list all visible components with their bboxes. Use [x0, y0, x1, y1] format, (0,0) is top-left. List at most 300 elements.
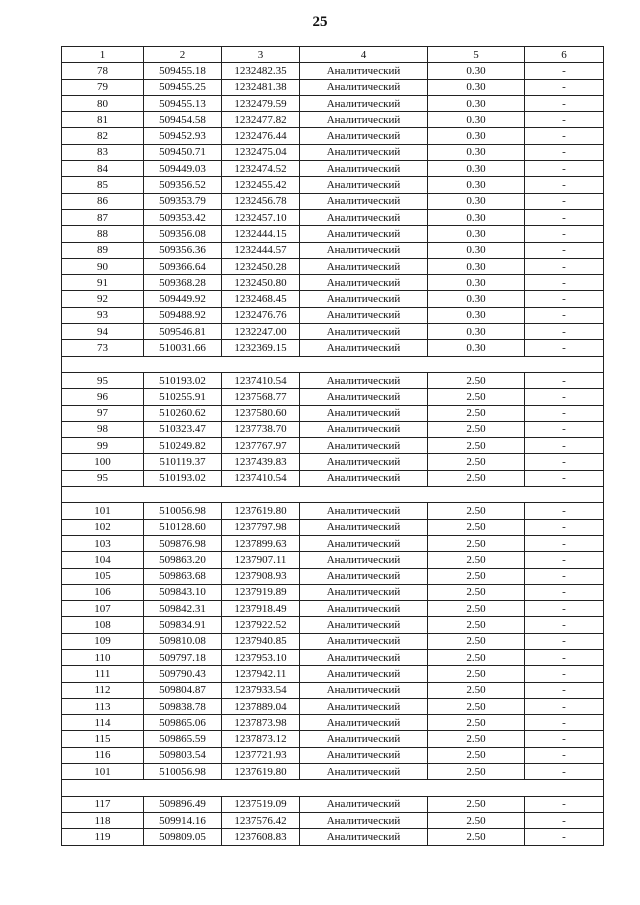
point-number-cell: 78: [62, 63, 144, 79]
table-row: [62, 796, 604, 812]
accuracy-cell: 0.30: [428, 161, 525, 177]
x-coordinate-cell: 509810.08: [144, 633, 222, 649]
x-coordinate-cell: 509790.43: [144, 666, 222, 682]
point-number-cell: 101: [62, 503, 144, 519]
note-cell: -: [525, 421, 604, 437]
note-cell: -: [525, 503, 604, 519]
x-coordinate-cell: 509838.78: [144, 698, 222, 714]
note-cell: -: [525, 747, 604, 763]
note-cell: -: [525, 470, 604, 486]
accuracy-cell: 2.50: [428, 829, 525, 845]
x-coordinate-cell: 509449.03: [144, 161, 222, 177]
method-cell: Аналитический: [300, 242, 428, 258]
accuracy-cell: 2.50: [428, 698, 525, 714]
method-cell: Аналитический: [300, 275, 428, 291]
accuracy-cell: 2.50: [428, 568, 525, 584]
note-cell: -: [525, 584, 604, 600]
accuracy-cell: 2.50: [428, 389, 525, 405]
point-number-cell: 113: [62, 698, 144, 714]
method-cell: Аналитический: [300, 535, 428, 551]
y-coordinate-cell: 1237797.98: [222, 519, 300, 535]
method-cell: Аналитический: [300, 747, 428, 763]
point-number-cell: 83: [62, 144, 144, 160]
accuracy-cell: 0.30: [428, 209, 525, 225]
accuracy-cell: 2.50: [428, 796, 525, 812]
table-row: [62, 144, 604, 160]
note-cell: -: [525, 438, 604, 454]
y-coordinate-cell: 1237410.54: [222, 470, 300, 486]
y-coordinate-cell: 1232481.38: [222, 79, 300, 95]
x-coordinate-cell: 509914.16: [144, 812, 222, 828]
table-row: [62, 731, 604, 747]
method-cell: Аналитический: [300, 79, 428, 95]
point-number-cell: 102: [62, 519, 144, 535]
method-cell: Аналитический: [300, 764, 428, 780]
point-number-cell: 112: [62, 682, 144, 698]
point-number-cell: 87: [62, 209, 144, 225]
table-row: [62, 307, 604, 323]
y-coordinate-cell: 1232247.00: [222, 324, 300, 340]
method-cell: Аналитический: [300, 258, 428, 274]
accuracy-cell: 2.50: [428, 421, 525, 437]
y-coordinate-cell: 1232474.52: [222, 161, 300, 177]
accuracy-cell: 0.30: [428, 291, 525, 307]
method-cell: Аналитический: [300, 291, 428, 307]
table-row: [62, 601, 604, 617]
x-coordinate-cell: 510323.47: [144, 421, 222, 437]
point-number-cell: 110: [62, 649, 144, 665]
method-cell: Аналитический: [300, 389, 428, 405]
note-cell: -: [525, 112, 604, 128]
point-number-cell: 88: [62, 226, 144, 242]
method-cell: Аналитический: [300, 731, 428, 747]
table-row: [62, 682, 604, 698]
coordinates-table: [61, 46, 604, 846]
point-number-cell: 100: [62, 454, 144, 470]
y-coordinate-cell: 1232444.15: [222, 226, 300, 242]
x-coordinate-cell: 509842.31: [144, 601, 222, 617]
note-cell: -: [525, 682, 604, 698]
x-coordinate-cell: 510056.98: [144, 503, 222, 519]
table-row: [62, 519, 604, 535]
y-coordinate-cell: 1232476.44: [222, 128, 300, 144]
point-number-cell: 115: [62, 731, 144, 747]
point-number-cell: 99: [62, 438, 144, 454]
note-cell: -: [525, 372, 604, 388]
point-number-cell: 91: [62, 275, 144, 291]
x-coordinate-cell: 509546.81: [144, 324, 222, 340]
y-coordinate-cell: 1237873.12: [222, 731, 300, 747]
method-cell: Аналитический: [300, 161, 428, 177]
point-number-cell: 106: [62, 584, 144, 600]
point-number-cell: 73: [62, 340, 144, 356]
y-coordinate-cell: 1237580.60: [222, 405, 300, 421]
note-cell: -: [525, 193, 604, 209]
x-coordinate-cell: 510260.62: [144, 405, 222, 421]
accuracy-cell: 2.50: [428, 633, 525, 649]
method-cell: Аналитический: [300, 438, 428, 454]
note-cell: -: [525, 535, 604, 551]
method-cell: Аналитический: [300, 177, 428, 193]
x-coordinate-cell: 509356.36: [144, 242, 222, 258]
table-row: [62, 128, 604, 144]
y-coordinate-cell: 1237619.80: [222, 503, 300, 519]
y-coordinate-cell: 1232468.45: [222, 291, 300, 307]
x-coordinate-cell: 510031.66: [144, 340, 222, 356]
note-cell: -: [525, 568, 604, 584]
method-cell: Аналитический: [300, 372, 428, 388]
table-row: [62, 568, 604, 584]
note-cell: -: [525, 340, 604, 356]
point-number-cell: 95: [62, 372, 144, 388]
method-cell: Аналитический: [300, 128, 428, 144]
x-coordinate-cell: 509455.25: [144, 79, 222, 95]
method-cell: Аналитический: [300, 63, 428, 79]
y-coordinate-cell: 1237738.70: [222, 421, 300, 437]
method-cell: Аналитический: [300, 421, 428, 437]
y-coordinate-cell: 1232482.35: [222, 63, 300, 79]
table-row: [62, 95, 604, 111]
accuracy-cell: 2.50: [428, 535, 525, 551]
accuracy-cell: 2.50: [428, 812, 525, 828]
accuracy-cell: 2.50: [428, 747, 525, 763]
method-cell: Аналитический: [300, 601, 428, 617]
column-header-3: 3: [222, 47, 300, 63]
table-row: [62, 389, 604, 405]
accuracy-cell: 0.30: [428, 226, 525, 242]
y-coordinate-cell: 1232450.80: [222, 275, 300, 291]
accuracy-cell: 2.50: [428, 682, 525, 698]
method-cell: Аналитический: [300, 95, 428, 111]
note-cell: -: [525, 242, 604, 258]
table-row: [62, 405, 604, 421]
point-number-cell: 79: [62, 79, 144, 95]
x-coordinate-cell: 509353.79: [144, 193, 222, 209]
table-row: [62, 747, 604, 763]
accuracy-cell: 2.50: [428, 454, 525, 470]
point-number-cell: 114: [62, 715, 144, 731]
point-number-cell: 118: [62, 812, 144, 828]
note-cell: -: [525, 731, 604, 747]
method-cell: Аналитический: [300, 519, 428, 535]
table-row: [62, 242, 604, 258]
x-coordinate-cell: 509353.42: [144, 209, 222, 225]
note-cell: -: [525, 258, 604, 274]
point-number-cell: 109: [62, 633, 144, 649]
x-coordinate-cell: 509876.98: [144, 535, 222, 551]
method-cell: Аналитический: [300, 666, 428, 682]
note-cell: -: [525, 128, 604, 144]
x-coordinate-cell: 509863.68: [144, 568, 222, 584]
table-row: [62, 503, 604, 519]
y-coordinate-cell: 1237439.83: [222, 454, 300, 470]
y-coordinate-cell: 1237933.54: [222, 682, 300, 698]
accuracy-cell: 2.50: [428, 617, 525, 633]
accuracy-cell: 2.50: [428, 405, 525, 421]
note-cell: -: [525, 796, 604, 812]
x-coordinate-cell: 509834.91: [144, 617, 222, 633]
y-coordinate-cell: 1237907.11: [222, 552, 300, 568]
method-cell: Аналитический: [300, 307, 428, 323]
note-cell: -: [525, 63, 604, 79]
accuracy-cell: 2.50: [428, 666, 525, 682]
accuracy-cell: 2.50: [428, 552, 525, 568]
note-cell: -: [525, 226, 604, 242]
accuracy-cell: 0.30: [428, 128, 525, 144]
note-cell: -: [525, 307, 604, 323]
y-coordinate-cell: 1237889.04: [222, 698, 300, 714]
point-number-cell: 105: [62, 568, 144, 584]
point-number-cell: 92: [62, 291, 144, 307]
x-coordinate-cell: 509488.92: [144, 307, 222, 323]
table-row: [62, 193, 604, 209]
y-coordinate-cell: 1237410.54: [222, 372, 300, 388]
point-number-cell: 89: [62, 242, 144, 258]
note-cell: -: [525, 209, 604, 225]
note-cell: -: [525, 389, 604, 405]
table-row: [62, 715, 604, 731]
point-number-cell: 90: [62, 258, 144, 274]
accuracy-cell: 0.30: [428, 324, 525, 340]
table-row: [62, 454, 604, 470]
table-row: [62, 340, 604, 356]
method-cell: Аналитический: [300, 340, 428, 356]
x-coordinate-cell: 509863.20: [144, 552, 222, 568]
column-header-6: 6: [525, 47, 604, 63]
table-row: [62, 209, 604, 225]
point-number-cell: 103: [62, 535, 144, 551]
column-header-5: 5: [428, 47, 525, 63]
point-number-cell: 98: [62, 421, 144, 437]
accuracy-cell: 0.30: [428, 242, 525, 258]
y-coordinate-cell: 1237899.63: [222, 535, 300, 551]
separator-cell: [62, 487, 604, 503]
page-number: 25: [312, 14, 328, 30]
method-cell: Аналитический: [300, 584, 428, 600]
method-cell: Аналитический: [300, 226, 428, 242]
method-cell: Аналитический: [300, 715, 428, 731]
x-coordinate-cell: 510056.98: [144, 764, 222, 780]
x-coordinate-cell: 509452.93: [144, 128, 222, 144]
point-number-cell: 94: [62, 324, 144, 340]
method-cell: Аналитический: [300, 144, 428, 160]
point-number-cell: 86: [62, 193, 144, 209]
y-coordinate-cell: 1232450.28: [222, 258, 300, 274]
x-coordinate-cell: 509843.10: [144, 584, 222, 600]
y-coordinate-cell: 1237568.77: [222, 389, 300, 405]
y-coordinate-cell: 1237908.93: [222, 568, 300, 584]
y-coordinate-cell: 1237922.52: [222, 617, 300, 633]
point-number-cell: 85: [62, 177, 144, 193]
x-coordinate-cell: 509809.05: [144, 829, 222, 845]
note-cell: -: [525, 829, 604, 845]
point-number-cell: 97: [62, 405, 144, 421]
note-cell: -: [525, 405, 604, 421]
x-coordinate-cell: 509450.71: [144, 144, 222, 160]
note-cell: -: [525, 324, 604, 340]
x-coordinate-cell: 509803.54: [144, 747, 222, 763]
table-row: [62, 438, 604, 454]
x-coordinate-cell: 509356.52: [144, 177, 222, 193]
table-row: [62, 258, 604, 274]
point-number-cell: 95: [62, 470, 144, 486]
table-row: [62, 291, 604, 307]
y-coordinate-cell: 1232369.15: [222, 340, 300, 356]
table-row: [62, 535, 604, 551]
method-cell: Аналитический: [300, 812, 428, 828]
y-coordinate-cell: 1232444.57: [222, 242, 300, 258]
table-row: [62, 112, 604, 128]
method-cell: Аналитический: [300, 470, 428, 486]
method-cell: Аналитический: [300, 829, 428, 845]
note-cell: -: [525, 79, 604, 95]
x-coordinate-cell: 510128.60: [144, 519, 222, 535]
note-cell: -: [525, 617, 604, 633]
accuracy-cell: 0.30: [428, 193, 525, 209]
table-row: [62, 226, 604, 242]
method-cell: Аналитический: [300, 617, 428, 633]
accuracy-cell: 0.30: [428, 112, 525, 128]
y-coordinate-cell: 1237919.89: [222, 584, 300, 600]
column-header-4: 4: [300, 47, 428, 63]
x-coordinate-cell: 510255.91: [144, 389, 222, 405]
note-cell: -: [525, 812, 604, 828]
point-number-cell: 119: [62, 829, 144, 845]
accuracy-cell: 2.50: [428, 731, 525, 747]
accuracy-cell: 2.50: [428, 372, 525, 388]
table-row: [62, 63, 604, 79]
accuracy-cell: 0.30: [428, 63, 525, 79]
method-cell: Аналитический: [300, 649, 428, 665]
accuracy-cell: 0.30: [428, 275, 525, 291]
method-cell: Аналитический: [300, 796, 428, 812]
y-coordinate-cell: 1237519.09: [222, 796, 300, 812]
note-cell: -: [525, 552, 604, 568]
x-coordinate-cell: 509865.06: [144, 715, 222, 731]
accuracy-cell: 2.50: [428, 584, 525, 600]
point-number-cell: 107: [62, 601, 144, 617]
table-row: [62, 372, 604, 388]
y-coordinate-cell: 1232457.10: [222, 209, 300, 225]
x-coordinate-cell: 510193.02: [144, 470, 222, 486]
accuracy-cell: 2.50: [428, 601, 525, 617]
accuracy-cell: 0.30: [428, 144, 525, 160]
separator-row: [62, 780, 604, 796]
separator-row: [62, 356, 604, 372]
accuracy-cell: 2.50: [428, 715, 525, 731]
note-cell: -: [525, 291, 604, 307]
method-cell: Аналитический: [300, 633, 428, 649]
table-row: [62, 421, 604, 437]
accuracy-cell: 0.30: [428, 177, 525, 193]
accuracy-cell: 0.30: [428, 307, 525, 323]
accuracy-cell: 2.50: [428, 764, 525, 780]
y-coordinate-cell: 1232455.42: [222, 177, 300, 193]
method-cell: Аналитический: [300, 682, 428, 698]
y-coordinate-cell: 1232475.04: [222, 144, 300, 160]
table-header-row: [62, 47, 604, 63]
x-coordinate-cell: 509797.18: [144, 649, 222, 665]
table-row: [62, 698, 604, 714]
note-cell: -: [525, 454, 604, 470]
table-row: [62, 324, 604, 340]
table-row: [62, 275, 604, 291]
x-coordinate-cell: 509804.87: [144, 682, 222, 698]
table-row: [62, 666, 604, 682]
table-row: [62, 79, 604, 95]
table-row: [62, 161, 604, 177]
y-coordinate-cell: 1232456.78: [222, 193, 300, 209]
accuracy-cell: 2.50: [428, 503, 525, 519]
y-coordinate-cell: 1237619.80: [222, 764, 300, 780]
method-cell: Аналитический: [300, 552, 428, 568]
point-number-cell: 93: [62, 307, 144, 323]
table-row: [62, 177, 604, 193]
separator-row: [62, 487, 604, 503]
note-cell: -: [525, 633, 604, 649]
note-cell: -: [525, 275, 604, 291]
x-coordinate-cell: 509865.59: [144, 731, 222, 747]
x-coordinate-cell: 509455.13: [144, 95, 222, 111]
x-coordinate-cell: 509356.08: [144, 226, 222, 242]
y-coordinate-cell: 1237942.11: [222, 666, 300, 682]
point-number-cell: 117: [62, 796, 144, 812]
table-row: [62, 649, 604, 665]
x-coordinate-cell: 509455.18: [144, 63, 222, 79]
point-number-cell: 96: [62, 389, 144, 405]
x-coordinate-cell: 510119.37: [144, 454, 222, 470]
table-row: [62, 812, 604, 828]
point-number-cell: 104: [62, 552, 144, 568]
method-cell: Аналитический: [300, 568, 428, 584]
y-coordinate-cell: 1237940.85: [222, 633, 300, 649]
y-coordinate-cell: 1232476.76: [222, 307, 300, 323]
y-coordinate-cell: 1237873.98: [222, 715, 300, 731]
y-coordinate-cell: 1237918.49: [222, 601, 300, 617]
point-number-cell: 82: [62, 128, 144, 144]
table-row: [62, 633, 604, 649]
y-coordinate-cell: 1232477.82: [222, 112, 300, 128]
table-row: [62, 617, 604, 633]
note-cell: -: [525, 144, 604, 160]
point-number-cell: 81: [62, 112, 144, 128]
x-coordinate-cell: 509368.28: [144, 275, 222, 291]
note-cell: -: [525, 161, 604, 177]
point-number-cell: 111: [62, 666, 144, 682]
method-cell: Аналитический: [300, 193, 428, 209]
note-cell: -: [525, 666, 604, 682]
x-coordinate-cell: 510249.82: [144, 438, 222, 454]
separator-cell: [62, 356, 604, 372]
column-header-2: 2: [144, 47, 222, 63]
x-coordinate-cell: 510193.02: [144, 372, 222, 388]
accuracy-cell: 2.50: [428, 649, 525, 665]
table-row: [62, 584, 604, 600]
accuracy-cell: 0.30: [428, 340, 525, 356]
table-row: [62, 470, 604, 486]
y-coordinate-cell: 1232479.59: [222, 95, 300, 111]
point-number-cell: 80: [62, 95, 144, 111]
note-cell: -: [525, 649, 604, 665]
accuracy-cell: 0.30: [428, 79, 525, 95]
method-cell: Аналитический: [300, 405, 428, 421]
method-cell: Аналитический: [300, 454, 428, 470]
method-cell: Аналитический: [300, 324, 428, 340]
note-cell: -: [525, 698, 604, 714]
method-cell: Аналитический: [300, 698, 428, 714]
table-row: [62, 552, 604, 568]
note-cell: -: [525, 715, 604, 731]
